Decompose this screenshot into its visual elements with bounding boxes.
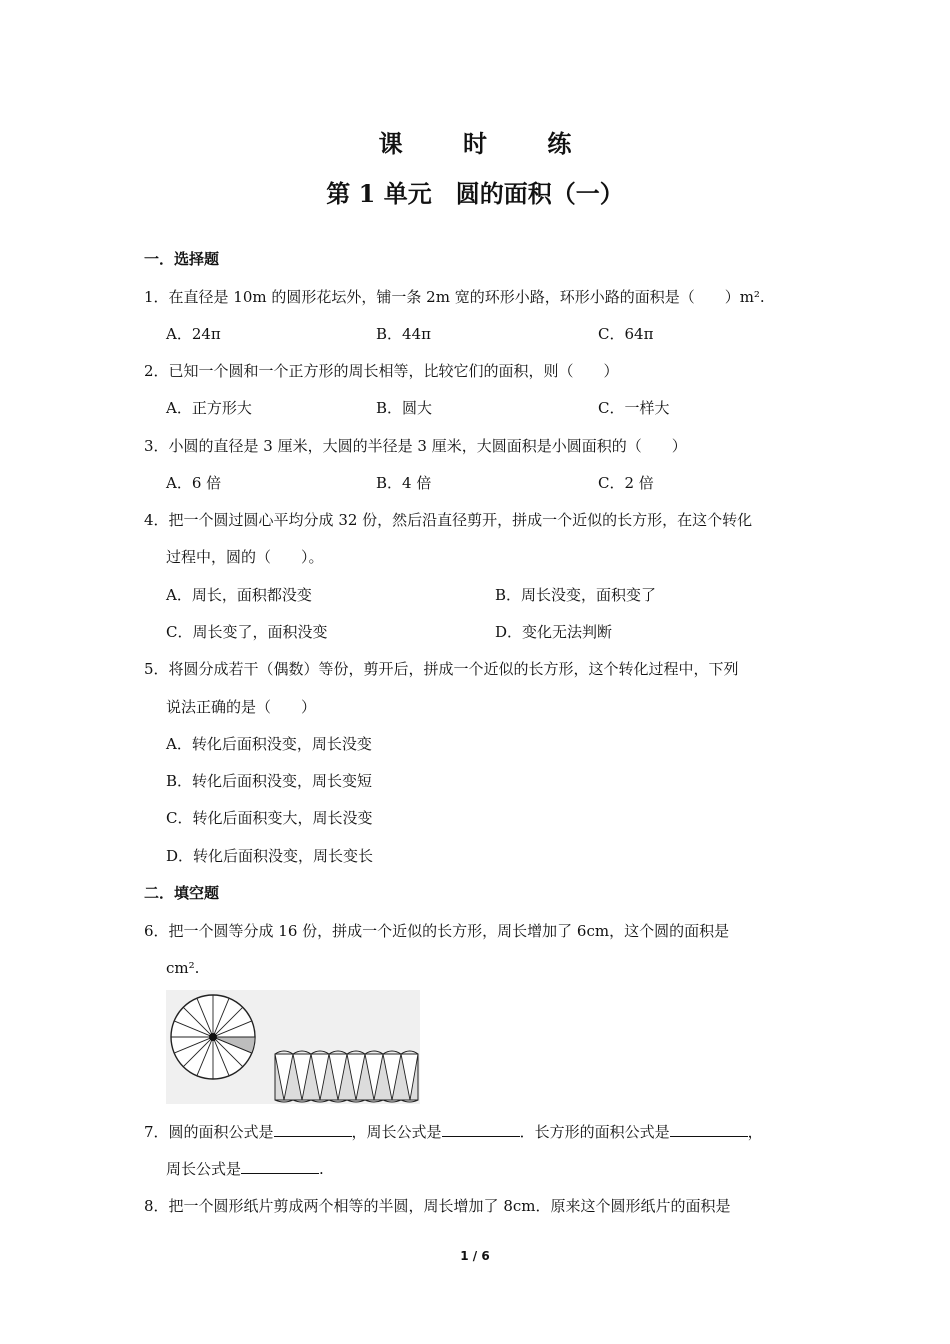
question-1: 1．在直径是 10m 的圆形花坛外，铺一条 2m 宽的环形小路，环形小路的面积是（ ）m². xyxy=(144,288,765,306)
q2-option-b: B．圆大 xyxy=(376,399,433,417)
q7-text-rect-area-formula: ．长方形的面积公式是 xyxy=(519,1123,670,1141)
approximate-rectangle xyxy=(275,1051,418,1102)
q5-option-c: C．转化后面积变大，周长没变 xyxy=(166,809,373,827)
question-5-line-1: 5．将圆分成若干（偶数）等份，剪开后，拼成一个近似的长方形，这个转化过程中，下列 xyxy=(144,660,739,678)
q7-text-rect-perimeter: 周长公式是 xyxy=(166,1160,242,1178)
question-3: 3．小圆的直径是 3 厘米，大圆的半径是 3 厘米，大圆面积是小圆面积的（ ） xyxy=(144,437,687,455)
section-choice-title: 一．选择题 xyxy=(144,250,220,268)
q7-text-area-formula: 7．圆的面积公式是 xyxy=(144,1123,274,1141)
page-number: 1 / 6 xyxy=(460,1249,490,1263)
q1-option-c: C．64π xyxy=(598,325,654,343)
question-4-line-1: 4．把一个圆过圆心平均分成 32 份，然后沿直径剪开，拼成一个近似的长方形，在这个转化 xyxy=(144,511,753,529)
circle-rectangle-drawing xyxy=(166,990,420,1104)
question-2: 2．已知一个圆和一个正方形的周长相等，比较它们的面积，则（ ） xyxy=(144,362,619,380)
page-title: 课 时 练 xyxy=(378,129,598,158)
q4-option-a: A．周长，面积都没变 xyxy=(166,586,312,604)
q7-blank-3[interactable] xyxy=(670,1122,748,1137)
question-5-line-2: 说法正确的是（ ） xyxy=(166,698,317,716)
q4-option-b: B．周长没变，面积变了 xyxy=(495,586,657,604)
q3-option-b: B．4 倍 xyxy=(376,474,432,492)
question-8: 8．把一个圆形纸片剪成两个相等的半圆，周长增加了 8cm．原来这个圆形纸片的面积是 xyxy=(144,1197,731,1215)
section-fill-title: 二．填空题 xyxy=(144,884,220,902)
q4-option-d: D．变化无法判断 xyxy=(495,623,613,641)
q7-blank-1[interactable] xyxy=(274,1122,352,1137)
q1-option-a: A．24π xyxy=(166,325,221,343)
page-subtitle: 第 1 单元 圆的面积（一） xyxy=(326,179,624,208)
question-6-line-2: cm². xyxy=(166,959,200,977)
q2-option-c: C．一样大 xyxy=(598,399,670,417)
q5-option-b: B．转化后面积没变，周长变短 xyxy=(166,772,373,790)
q3-option-c: C．2 倍 xyxy=(598,474,654,492)
divided-circle xyxy=(171,995,255,1079)
question-7-line-2 xyxy=(166,1159,324,1179)
q5-option-d: D．转化后面积没变，周长变长 xyxy=(166,847,374,865)
question-7-line-1 xyxy=(144,1122,763,1142)
q7-text-circumference-formula: ，周长公式是 xyxy=(351,1123,442,1141)
q4-option-c: C．周长变了，面积没变 xyxy=(166,623,328,641)
q3-option-a: A．6 倍 xyxy=(166,474,222,492)
q7-blank-2[interactable] xyxy=(442,1122,520,1137)
q7-text-comma: ， xyxy=(747,1123,763,1141)
q5-option-a: A．转化后面积没变，周长没变 xyxy=(166,735,372,753)
q1-option-b: B．44π xyxy=(376,325,431,343)
question-4-line-2: 过程中，圆的（ ）。 xyxy=(166,548,324,566)
circle-to-rectangle-figure xyxy=(166,990,420,1104)
q2-option-a: A．正方形大 xyxy=(166,399,252,417)
q7-text-period: . xyxy=(319,1160,324,1178)
q7-blank-4[interactable] xyxy=(241,1159,319,1174)
question-6-line-1: 6．把一个圆等分成 16 份，拼成一个近似的长方形，周长增加了 6cm，这个圆的面积是 xyxy=(144,922,730,940)
